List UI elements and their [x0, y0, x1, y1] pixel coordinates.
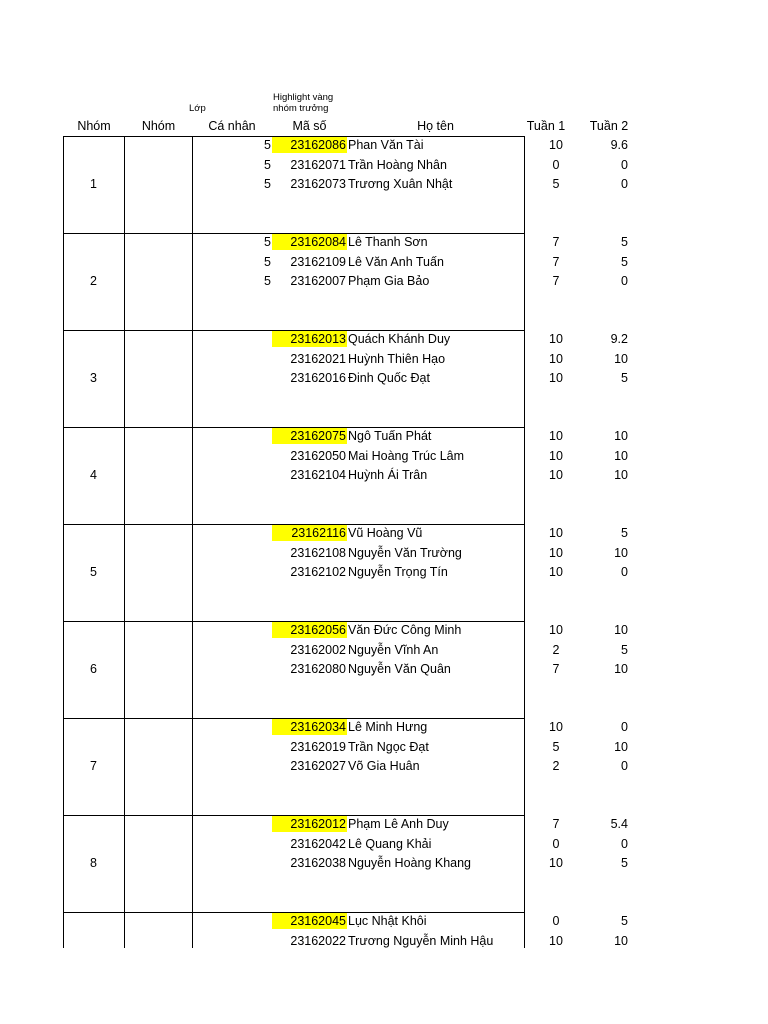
student-id: 23162002	[290, 642, 346, 657]
week-2-score: 10	[614, 468, 628, 482]
group-border-right	[524, 136, 525, 233]
week-1-score: 10	[549, 933, 563, 948]
week-2-score: 10	[614, 739, 628, 754]
group-border-right	[524, 912, 525, 948]
week-2-score: 5.4	[610, 817, 628, 831]
leader-student-id: 23162075	[272, 428, 347, 444]
week-1-score: 10	[549, 371, 563, 385]
week-1-score: 10	[549, 429, 563, 443]
week-1-score: 10	[549, 351, 563, 366]
week-2-score: 10	[614, 933, 628, 948]
week-2-score: 5	[621, 914, 628, 928]
ca-nhan-value: 5	[264, 235, 271, 249]
leader-student-id: 23162034	[272, 719, 347, 735]
ca-nhan-value: 5	[264, 157, 271, 172]
week-1-score: 0	[552, 836, 560, 851]
group-number: 5	[90, 564, 97, 579]
group-number: 6	[90, 661, 97, 676]
highlight-note	[273, 92, 333, 114]
week-1-score: 10	[549, 856, 563, 870]
col-header-tuan-1: Tuần 1	[526, 119, 566, 133]
week-2-score: 0	[621, 720, 628, 734]
week-2-score: 0	[621, 274, 628, 288]
student-id: 23162021	[290, 351, 346, 366]
week-2-score: 10	[614, 662, 628, 676]
week-2-score: 9.2	[610, 332, 628, 346]
student-id: 23162027	[290, 759, 346, 773]
student-id: 23162050	[290, 448, 346, 463]
highlight-note-line1: Highlight vàng	[273, 92, 334, 103]
group-border-right	[524, 815, 525, 912]
week-1-score: 5	[552, 739, 560, 754]
week-1-score: 10	[549, 526, 563, 540]
student-name: Nguyễn Trọng Tín	[348, 565, 448, 579]
week-1-score: 10	[549, 448, 563, 463]
student-name: Huỳnh Ái Trân	[348, 468, 428, 482]
week-2-score: 10	[614, 545, 628, 560]
student-name: Quách Khánh Duy	[348, 332, 451, 346]
ca-nhan-value: 5	[264, 177, 271, 191]
group-border-right	[524, 233, 525, 330]
student-name: Mai Hoàng Trúc Lâm	[348, 448, 465, 463]
week-1-score: 10	[549, 565, 563, 579]
student-name: Nguyễn Hoàng Khang	[348, 856, 472, 870]
week-1-score: 7	[552, 817, 560, 831]
week-1-score: 2	[552, 759, 560, 773]
highlight-note-line2: nhóm trưởng	[273, 103, 329, 114]
student-name: Lê Văn Anh Tuấn	[348, 254, 444, 269]
group-border-right	[524, 621, 525, 718]
group-number: 8	[90, 855, 97, 870]
week-2-score: 5	[621, 254, 628, 269]
student-name: Vũ Hoàng Vũ	[348, 526, 423, 540]
table-border-vertical	[124, 136, 125, 948]
group-number: 1	[90, 176, 97, 191]
student-id: 23162071	[290, 157, 346, 172]
week-1-score: 0	[552, 914, 560, 928]
table-border-vertical	[63, 136, 64, 948]
week-2-score: 10	[614, 351, 628, 366]
col-header-tuan-2: Tuần 2	[589, 119, 629, 133]
lop-label: Lớp	[189, 103, 206, 114]
week-2-score: 5	[621, 371, 628, 385]
student-name: Lục Nhật Khôi	[348, 914, 427, 928]
week-2-score: 0	[621, 565, 628, 579]
ca-nhan-value: 5	[264, 274, 271, 288]
group-number: 7	[90, 758, 97, 773]
week-1-score: 7	[552, 662, 560, 676]
ca-nhan-value: 5	[264, 254, 271, 269]
leader-student-id: 23162086	[272, 137, 347, 153]
ca-nhan-value: 5	[264, 138, 271, 152]
student-id: 23162022	[290, 933, 346, 948]
student-id: 23162104	[290, 468, 346, 482]
week-1-score: 10	[549, 138, 563, 152]
group-number: 4	[90, 467, 97, 482]
student-name: Văn Đức Công Minh	[348, 623, 462, 637]
week-2-score: 5	[621, 235, 628, 249]
student-name: Nguyễn Văn Trường	[348, 545, 462, 560]
student-name: Trương Nguyễn Minh Hậu	[348, 933, 494, 948]
student-name: Võ Gia Huân	[348, 759, 420, 773]
student-id: 23162007	[290, 274, 346, 288]
student-id: 23162038	[290, 856, 346, 870]
student-id: 23162080	[290, 662, 346, 676]
student-name: Đinh Quốc Đạt	[348, 371, 430, 385]
group-number: 2	[90, 273, 97, 288]
week-2-score: 5	[621, 642, 628, 657]
week-1-score: 7	[552, 254, 560, 269]
student-name: Ngô Tuấn Phát	[348, 429, 432, 443]
leader-student-id: 23162084	[272, 234, 347, 250]
student-name: Phạm Lê Anh Duy	[348, 817, 449, 831]
week-1-score: 7	[552, 274, 560, 288]
week-2-score: 0	[621, 759, 628, 773]
student-name: Nguyễn Vĩnh An	[348, 642, 439, 657]
student-name: Trần Ngọc Đạt	[348, 739, 429, 754]
col-header-ho-ten: Họ tên	[417, 119, 454, 133]
student-name: Nguyễn Văn Quân	[348, 662, 451, 676]
student-id: 23162073	[290, 177, 346, 191]
group-border-right	[524, 427, 525, 524]
week-2-score: 0	[621, 836, 628, 851]
student-id: 23162109	[290, 254, 346, 269]
week-2-score: 10	[614, 429, 628, 443]
student-name: Trương Xuân Nhật	[348, 177, 453, 191]
col-header-ca-nhan: Cá nhân	[208, 119, 256, 133]
student-name: Phạm Gia Bảo	[348, 274, 430, 288]
student-name: Lê Thanh Sơn	[348, 235, 428, 249]
leader-student-id: 23162056	[272, 622, 347, 638]
week-2-score: 5	[621, 526, 628, 540]
student-name: Phan Văn Tài	[348, 138, 424, 152]
student-id: 23162016	[290, 371, 346, 385]
leader-student-id: 23162012	[272, 816, 347, 832]
week-1-score: 10	[549, 623, 563, 637]
group-border-right	[524, 524, 525, 621]
week-2-score: 0	[621, 177, 628, 191]
week-2-score: 10	[614, 623, 628, 637]
student-name: Trần Hoàng Nhân	[348, 157, 447, 172]
student-id: 23162042	[290, 836, 346, 851]
group-border-right	[524, 718, 525, 815]
col-header-ma-so: Mã số	[292, 119, 327, 133]
col-header-nhom-2: Nhóm	[141, 119, 176, 133]
week-1-score: 5	[552, 177, 560, 191]
week-1-score: 7	[552, 235, 560, 249]
leader-student-id: 23162013	[272, 331, 347, 347]
week-1-score: 10	[549, 545, 563, 560]
week-1-score: 10	[549, 332, 563, 346]
student-id: 23162108	[290, 545, 346, 560]
week-1-score: 2	[552, 642, 560, 657]
group-border-right	[524, 330, 525, 427]
week-1-score: 10	[549, 468, 563, 482]
week-2-score: 5	[621, 856, 628, 870]
student-name: Huỳnh Thiên Hạo	[348, 351, 446, 366]
group-number: 3	[90, 370, 97, 385]
leader-student-id: 23162045	[272, 913, 347, 929]
col-header-nhom-1: Nhóm	[77, 119, 111, 133]
student-name: Lê Quang Khải	[348, 836, 432, 851]
week-1-score: 10	[549, 720, 563, 734]
week-2-score: 10	[614, 448, 628, 463]
leader-student-id: 23162116	[272, 525, 347, 541]
week-2-score: 0	[621, 157, 628, 172]
student-id: 23162019	[290, 739, 346, 754]
student-name: Lê Minh Hưng	[348, 720, 428, 734]
week-1-score: 0	[552, 157, 560, 172]
student-id: 23162102	[290, 565, 346, 579]
week-2-score: 9.6	[610, 138, 628, 152]
